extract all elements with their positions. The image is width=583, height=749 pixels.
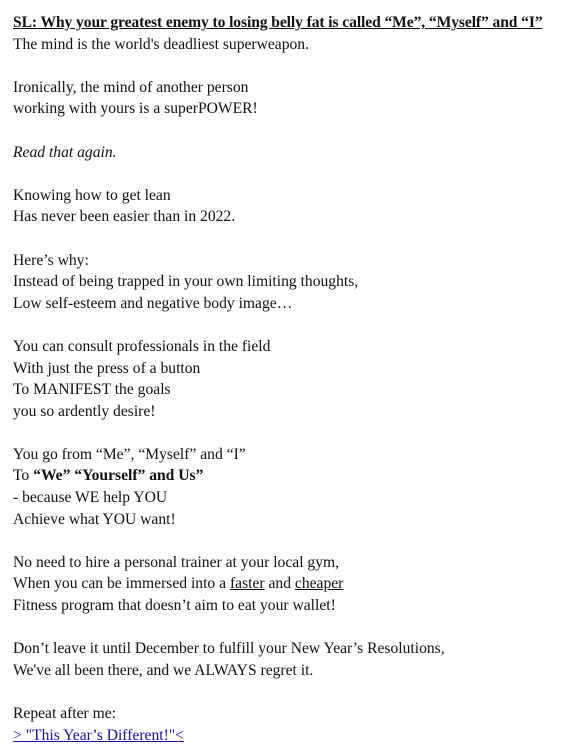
spacer — [13, 228, 581, 250]
spacer — [13, 422, 581, 444]
paragraph-line: Here’s why: — [13, 251, 89, 269]
paragraph-line: Repeat after me: — [13, 705, 117, 722]
paragraph-line: - because WE help YOU — [13, 489, 168, 507]
paragraph-line: Ironically, the mind of another person — [13, 78, 249, 96]
italic-line: Read that again. — [13, 143, 117, 161]
paragraph-line: To MANIFEST the goals — [13, 381, 171, 399]
paragraph-line: No need to hire a personal trainer at your local gym, — [13, 553, 340, 571]
paragraph-line: With just the press of a button — [13, 359, 201, 377]
paragraph-line: We've all been there, and we ALWAYS regret it. — [13, 661, 314, 679]
underlined-text: faster — [229, 575, 265, 593]
paragraph-line — [13, 465, 581, 487]
text-run: When you can be immersed into a — [13, 575, 230, 593]
text-run: To — [13, 467, 34, 485]
paragraph-line: Fitness program that doesn’t aim to eat your wallet! — [13, 597, 336, 615]
this-years-different-link[interactable]: > "This Year’s Different!"< — [13, 726, 184, 744]
paragraph-line: Instead of being trapped in your own limiting thoughts, — [13, 273, 359, 291]
paragraph-line — [13, 725, 581, 747]
paragraph-line: Knowing how to get lean — [13, 186, 171, 204]
paragraph-line: Has never been easier than in 2022. — [13, 208, 236, 226]
spacer — [13, 55, 581, 77]
spacer — [13, 617, 581, 639]
spacer — [13, 530, 581, 552]
paragraph-line: working with yours is a superPOWER! — [13, 100, 258, 118]
email-body — [13, 12, 581, 746]
spacer — [13, 163, 581, 185]
text-run: and — [264, 575, 295, 593]
paragraph-line: Low self-esteem and negative body image… — [13, 294, 293, 312]
bold-text: “We” “Yourself” and Us” — [33, 467, 204, 485]
underlined-text: cheaper — [294, 575, 344, 593]
subject-line: SL: Why your greatest enemy to losing belly fat is called “Me”, “Myself” and “I” — [13, 14, 543, 31]
paragraph-line: You go from “Me”, “Myself” and “I” — [13, 445, 246, 463]
paragraph-line: you so ardently desire! — [13, 402, 156, 420]
spacer — [13, 681, 581, 703]
paragraph-line: Don’t leave it until December to fulfill your New Year’s Resolutions, — [13, 640, 445, 658]
paragraph-line: The mind is the world's deadliest superweapon. — [13, 35, 309, 53]
spacer — [13, 314, 581, 336]
paragraph-line: You can consult professionals in the field — [13, 337, 271, 355]
paragraph-line: Achieve what YOU want! — [13, 510, 176, 528]
spacer — [13, 120, 581, 142]
paragraph-line — [13, 573, 581, 595]
